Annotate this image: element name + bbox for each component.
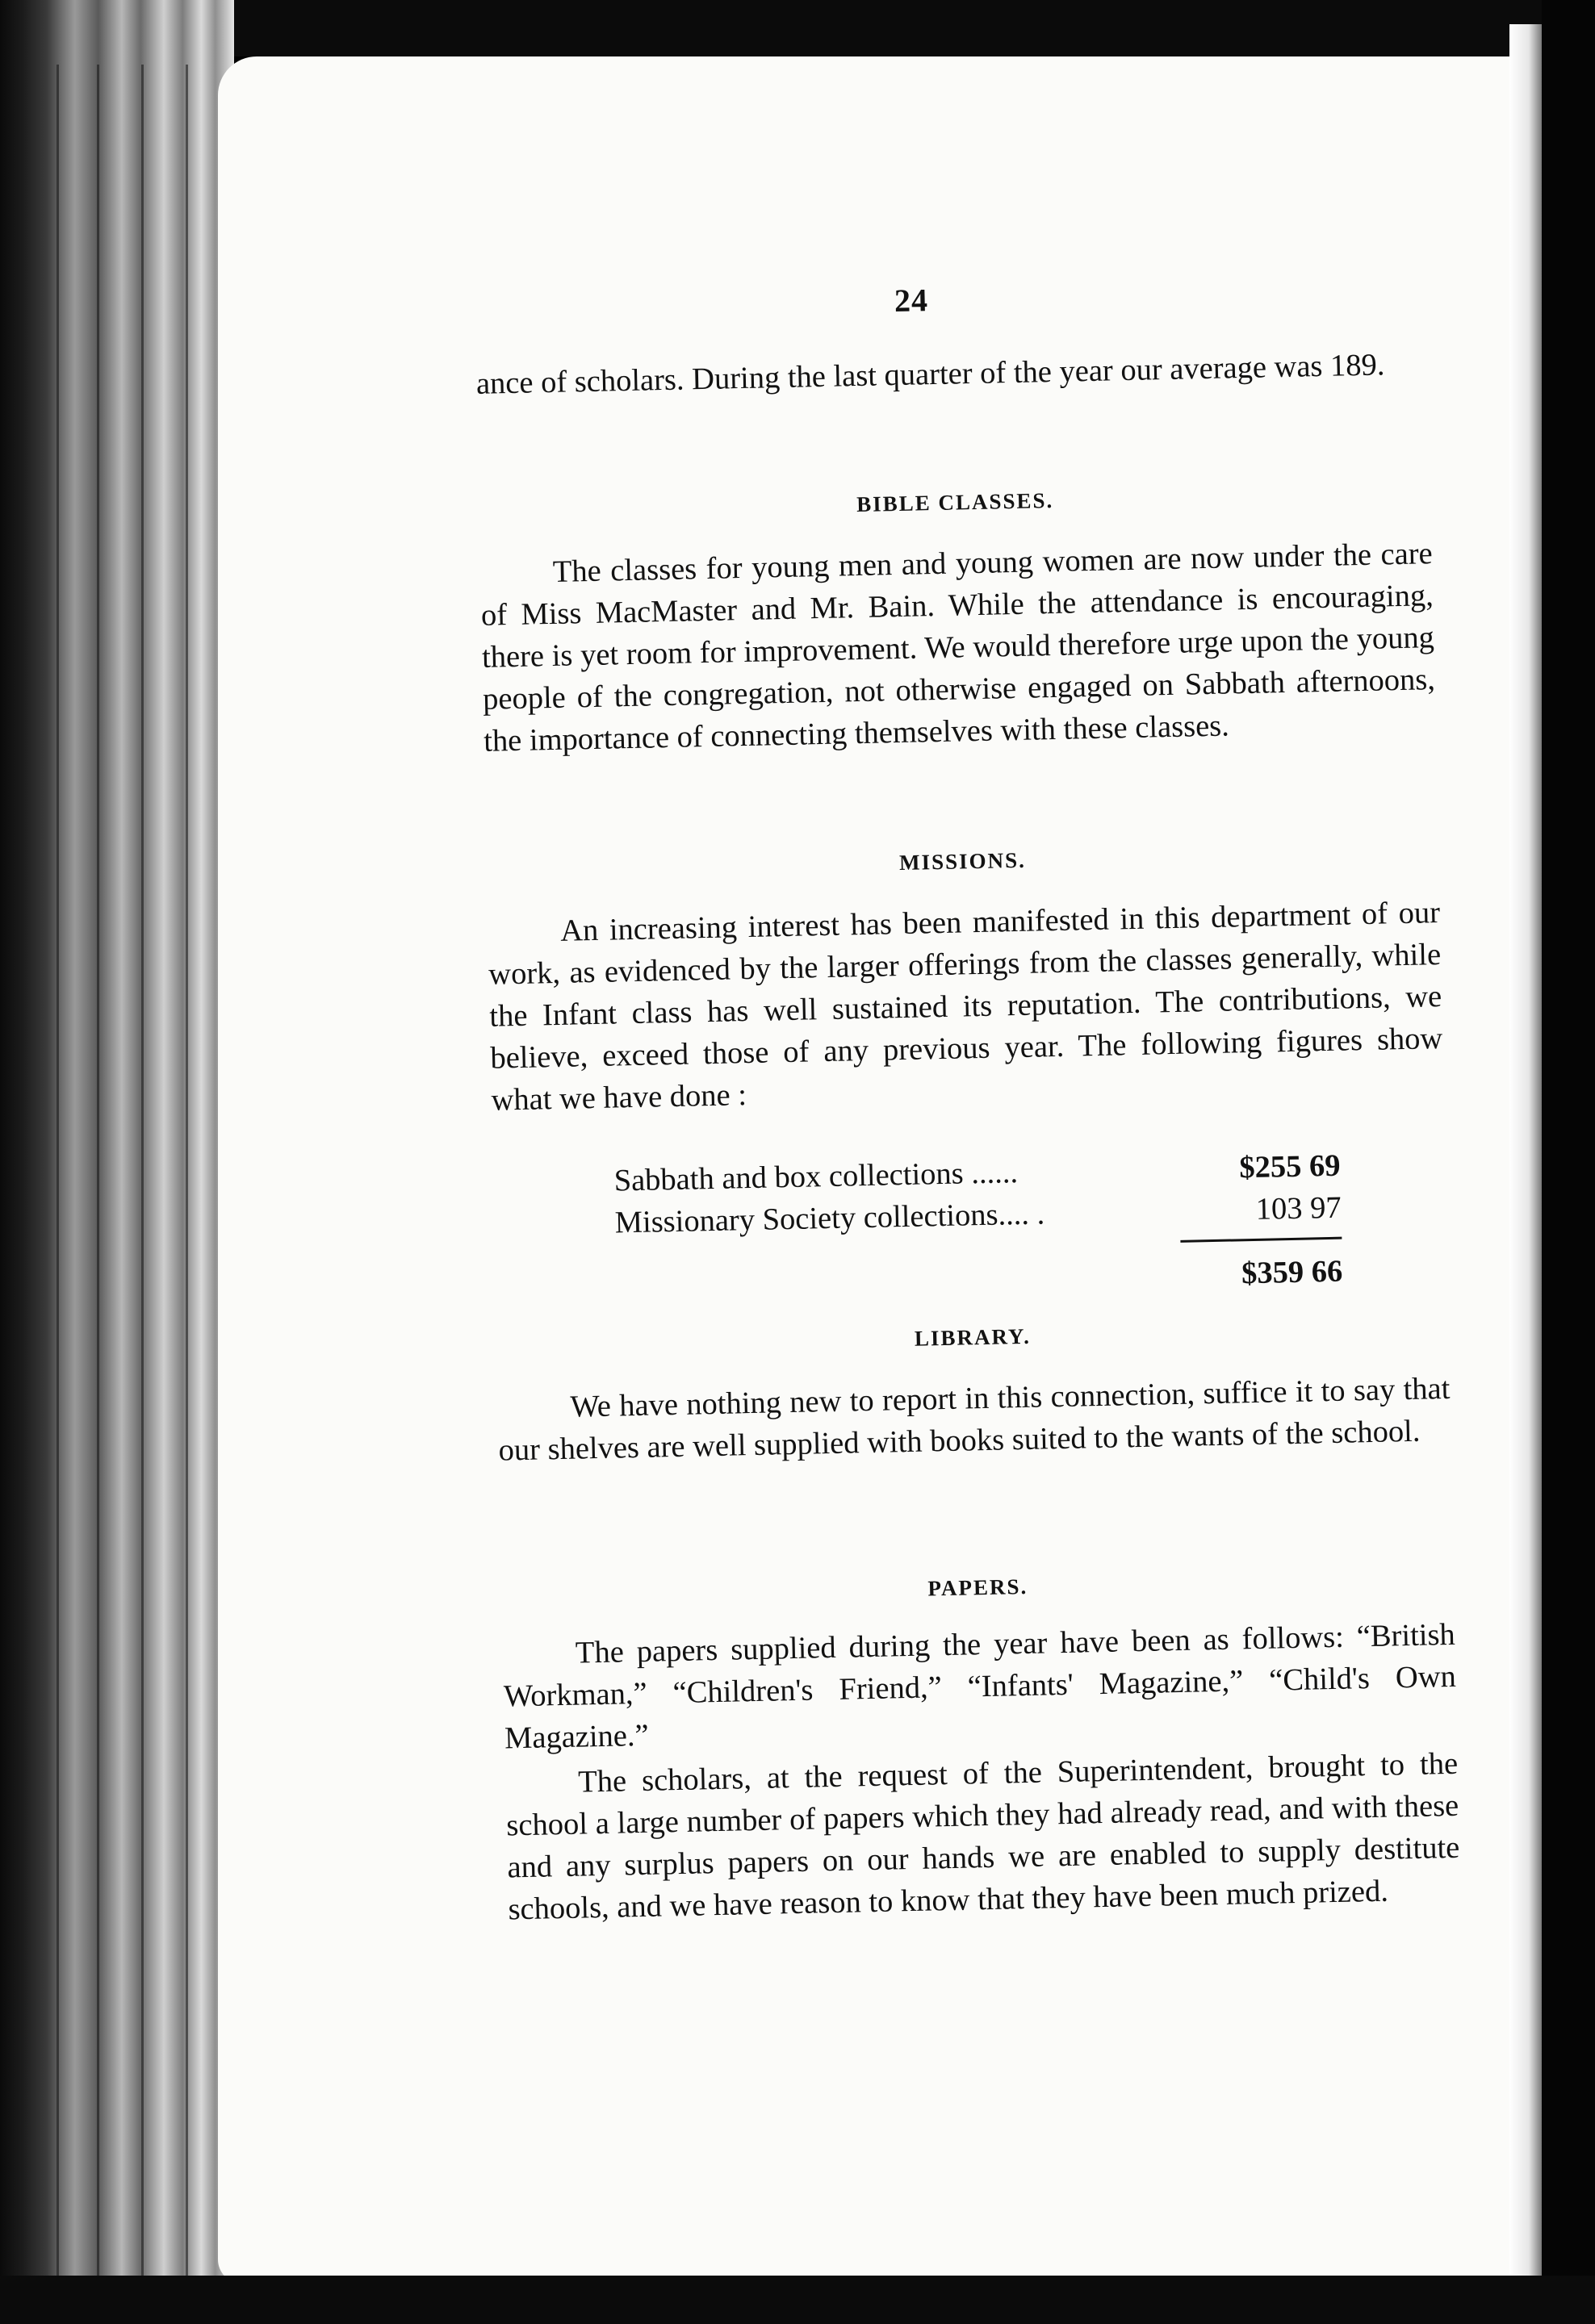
paragraph-papers-list: The papers supplied during the year have been as follows: “British Workman,” “Children's Friend,” “Infants' Magazine,” “Child's Own Magazine.” [503, 1617, 1457, 1756]
paragraph-bible-classes: The classes for young men and young women are now under the care of Miss MacMaster and Mr. Bain. While the attendance is encouraging, there is yet room for improvement. We would therefore urge upon the young people of the congregation, not otherwise engaged on Sabbath afternoons, the importance of connecting themselves with these classes. [480, 537, 1436, 759]
paragraph-papers-scholars: The scholars, at the request of the Superintendent, brought to the school a large number of papers which they had already read, and with these and any surplus papers on our hands we are enabled to supply destitute schools, and we have reason to know that they have been much prized. [505, 1746, 1460, 1927]
scan-right-border [1542, 0, 1595, 2324]
page-number: 24 [894, 282, 929, 320]
heading-library: LIBRARY. [914, 1323, 1032, 1351]
page-edge-right [1509, 24, 1542, 2284]
paragraph-library: We have nothing new to report in this connection, suffice it to say that our shelves are well supplied with books suited to the wants of the school. [498, 1371, 1451, 1468]
scan-top-border [0, 0, 1595, 56]
paragraph-opening: ance of scholars. During the last quarter of the year our average was 189. [475, 348, 1385, 401]
ledger-amount: $255 69 [1238, 1148, 1341, 1185]
heading-papers: PAPERS. [927, 1574, 1028, 1601]
ledger-total: $359 66 [1241, 1254, 1343, 1291]
ledger-label: Sabbath and box collections ...... [613, 1156, 1019, 1198]
page-edge-line [186, 65, 188, 2276]
heading-missions: MISSIONS. [898, 847, 1027, 876]
ledger-amount: 103 97 [1255, 1190, 1342, 1227]
heading-bible-classes: BIBLE CLASSES. [856, 487, 1054, 517]
paragraph-missions: An increasing interest has been manifested in this department of our work, as evidenced by the larger offerings from the classes generally, while the Infant class has well sustained its reputation. The contributions, we believe, exceed those of any previous year. The following figures show what we have done : [488, 896, 1443, 1118]
scan-bottom-border [0, 2276, 1595, 2324]
book-edge-left [0, 0, 234, 2324]
page-edge-line [57, 65, 59, 2276]
page-edge-line [141, 65, 144, 2276]
collections-ledger [613, 1148, 1343, 1311]
page-edge-line [97, 65, 99, 2276]
ledger-sum-rule [1180, 1237, 1342, 1243]
ledger-label: Missionary Society collections.... . [614, 1197, 1045, 1240]
